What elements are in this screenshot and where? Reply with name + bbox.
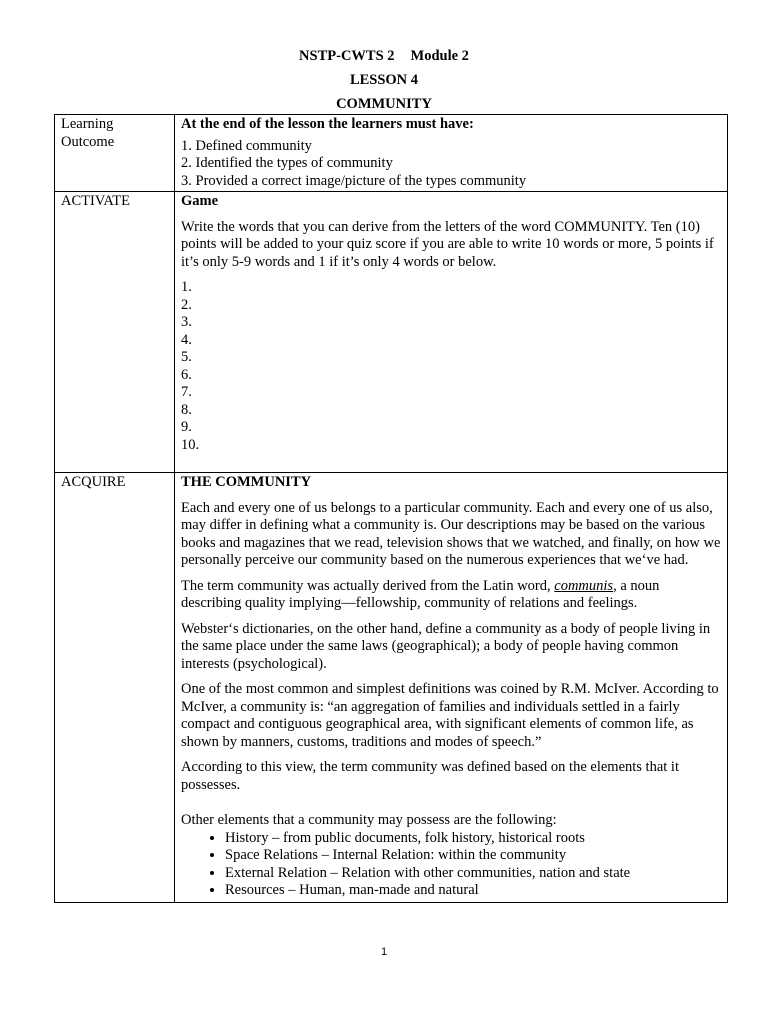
list-item: • External Relation – Relation with other communities, nation and state	[225, 865, 721, 883]
outcome-item: 1. Defined community	[181, 137, 312, 154]
answer-lines	[181, 279, 721, 454]
activity-heading: Game	[181, 193, 219, 209]
answer-number: 2.	[181, 296, 192, 313]
answer-number: 6.	[181, 366, 192, 383]
answer-number: 9.	[181, 419, 192, 435]
outcome-list	[181, 138, 721, 191]
paragraph-etymology: The term community was actually derived from the Latin word, communis, a noun describing quality implying—fellowship, community of relations and feelings.	[181, 577, 660, 611]
row-label-cell	[55, 473, 175, 903]
paragraph: One of the most common and simplest definitions was coined by R.M. McIver. According to McIver, a community is: “an aggregation of families and individuals settled in a fairly compact and contiguous geographical area, with significant elements of common life, as shown by manners, customs, traditions and modes of speech.”	[181, 681, 719, 750]
row-content-cell	[175, 115, 728, 192]
latin-word: communis	[554, 577, 614, 594]
activity-instructions: Write the words that you can derive from the letters of the word COMMUNITY. Ten (10) points will be added to your quiz score if you are able to write 10 words or more, 5 points if it’s only 5-9 words and 1 if it’s only 4 words or below.	[181, 218, 714, 270]
answer-number: 5.	[181, 349, 192, 365]
section-heading: THE COMMUNITY	[181, 474, 312, 490]
row-label-cell	[55, 192, 175, 473]
outcome-heading: At the end of the lesson the learners must have:	[181, 116, 474, 132]
row-acquire	[55, 473, 728, 903]
answer-number: 3.	[181, 314, 192, 330]
elements-list	[181, 830, 721, 900]
answer-number: 1.	[181, 279, 192, 295]
module-number: Module 2	[410, 48, 469, 64]
row-label-cell	[55, 115, 175, 192]
document-header-line	[0, 48, 768, 66]
answer-number: 7.	[181, 384, 192, 400]
paragraph: According to this view, the term community was defined based on the elements that it possesses.	[181, 759, 679, 793]
answer-number: 10.	[181, 436, 200, 453]
paragraph: Each and every one of us belongs to a particular community. Each and every one of us also, may differ in defining what a community is. Our descriptions may be based on the various books and magazines that we read, television shows that we watched, and finally, on how we personally perceive our community based on the numerous experiences that we‘ve had.	[181, 499, 721, 568]
row-label: Learning Outcome	[61, 116, 115, 150]
list-item: • History – from public documents, folk history, historical roots	[225, 830, 721, 848]
paragraph: Other elements that a community may possess are the following:	[181, 812, 557, 828]
row-content-cell	[175, 192, 728, 473]
course-code: NSTP-CWTS 2	[299, 48, 395, 64]
list-item: • Space Relations – Internal Relation: within the community	[225, 847, 721, 865]
lesson-title: LESSON 4	[349, 72, 419, 88]
outcome-item: 2. Identified the types of community	[181, 155, 393, 171]
row-label: ACTIVATE	[61, 193, 131, 209]
page-number: 1	[380, 946, 388, 958]
row-learning-outcome	[55, 115, 728, 192]
row-content-cell	[175, 473, 728, 903]
topic-title: COMMUNITY	[336, 96, 432, 112]
lesson-table	[54, 114, 728, 903]
row-activate	[55, 192, 728, 473]
list-item: • Resources – Human, man-made and natural	[225, 882, 721, 900]
answer-number: 4.	[181, 331, 192, 348]
row-label: ACQUIRE	[61, 474, 126, 490]
outcome-item: 3. Provided a correct image/picture of the types community	[181, 172, 527, 189]
answer-number: 8.	[181, 401, 192, 418]
paragraph: Webster‘s dictionaries, on the other hand, define a community as a body of people living in the same place under the same laws (geographical); a body of people having common interests (psychological).	[181, 620, 711, 672]
